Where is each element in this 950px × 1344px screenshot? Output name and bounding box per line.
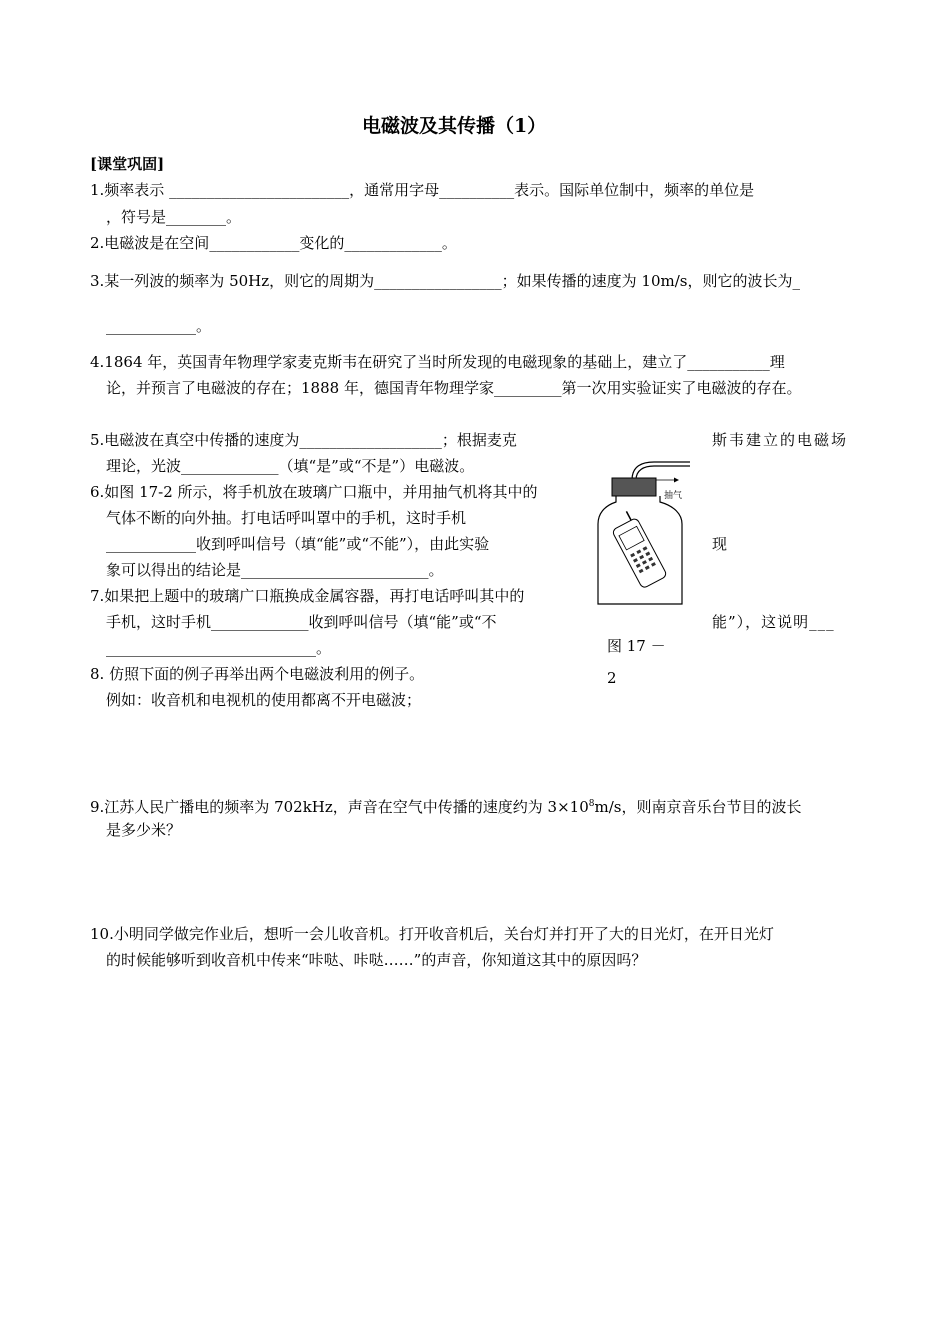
- q2-blank-1[interactable]: ____________: [209, 234, 300, 252]
- q3-text-b: ；如果传播的速度为 10m/s，则它的波长为_: [501, 272, 800, 290]
- q4-text-a: 4.1864 年，英国青年物理学家麦克斯韦在研究了当时所发现的电磁现象的基础上，建立了: [90, 353, 688, 371]
- question-5-line-1: [90, 430, 517, 450]
- question-2: [90, 233, 457, 253]
- q2-blank-2[interactable]: _____________: [344, 234, 442, 252]
- question-10-line-2: 的时候能够听到收音机中传来“咔哒、咔哒……”的声音，你知道这其中的原因吗？: [106, 951, 647, 969]
- q5-text-a: 5.电磁波在真空中传播的速度为: [90, 431, 300, 449]
- q7-blank-1[interactable]: _____________: [211, 613, 309, 631]
- q1-text-c: 表示。国际单位制中，频率的单位是: [514, 181, 755, 199]
- figure-caption-b: 2: [607, 669, 617, 687]
- question-3-line-1: [90, 271, 800, 291]
- q2-text-a: 2.电磁波是在空间: [90, 234, 210, 252]
- question-5-right: 斯韦建立的电磁场: [712, 431, 849, 449]
- question-7-right: 能”），这说明___: [712, 613, 835, 631]
- q9-text-b: m/s，则南京音乐台节目的波长: [594, 798, 802, 816]
- q1-text-b: ，通常用字母: [349, 181, 440, 199]
- q7-text-b: 手机，这时手机: [106, 613, 212, 631]
- q2-text-b: 变化的: [299, 234, 345, 252]
- q7-text-c: 收到呼叫信号（填“能”或“不: [308, 613, 497, 631]
- question-7-line-3: [106, 638, 331, 658]
- q1-text-d: ，符号是: [106, 208, 167, 226]
- q3-text-a: 3.某一列波的频率为 50Hz，则它的周期为: [90, 272, 375, 290]
- q6-text-e: 象可以得出的结论是: [106, 561, 242, 579]
- question-1-line-2: [106, 207, 241, 227]
- arrow-label: 抽气: [664, 491, 683, 501]
- q1-text-a: 1.频率表示: [90, 181, 165, 199]
- q1-blank-3[interactable]: ________: [166, 208, 227, 226]
- q4-blank-2[interactable]: _________: [493, 379, 562, 397]
- question-6-line-1: 6.如图 17-2 所示，将手机放在玻璃广口瓶中，并用抽气机将其中的: [90, 483, 538, 501]
- page-title: 电磁波及其传播（1）: [362, 115, 547, 137]
- question-9-line-1: [90, 794, 801, 817]
- q5-text-d: 理论，光波: [106, 457, 182, 475]
- q3-text-c: 。: [196, 317, 212, 335]
- figure-caption-a: 图 17 －: [607, 637, 666, 655]
- question-10-line-1: 10.小明同学做完作业后，想听一会儿收音机。打开收音机后，关台灯并打开了大的日光灯，在开日光灯: [90, 925, 774, 943]
- q6-blank-1[interactable]: ____________: [106, 535, 196, 553]
- q9-text-a: 9.江苏人民广播电的频率为 702kHz，声音在空气中传播的速度约为 3×10: [90, 798, 589, 816]
- question-8-line-2: 例如：收音机和电视机的使用都离不开电磁波；: [106, 691, 422, 709]
- q4-text-d: 第一次用实验证实了电磁波的存在。: [561, 379, 802, 397]
- stopper-icon: [612, 478, 656, 496]
- question-1-line-1: [90, 180, 754, 200]
- question-4-line-1: [90, 352, 785, 372]
- q7-blank-2[interactable]: ____________________________: [106, 639, 316, 657]
- q5-blank-1[interactable]: ___________________: [299, 431, 442, 449]
- q7-text-e: 。: [316, 639, 332, 657]
- q2-text-c: 。: [441, 234, 457, 252]
- q3-blank-1[interactable]: _________________: [374, 272, 502, 290]
- q9-exponent: 8: [588, 799, 595, 809]
- vacuum-tube: [632, 462, 690, 480]
- q3-blank-2[interactable]: ____________: [106, 317, 196, 335]
- figure-bottle-phone: [594, 458, 704, 608]
- question-7-line-1: 7.如果把上题中的玻璃广口瓶换成金属容器，再打电话呼叫其中的: [90, 587, 525, 605]
- question-6-line-4: [106, 560, 444, 580]
- question-6-line-2: 气体不断的向外抽。打电话呼叫罩中的手机，这时手机: [106, 509, 467, 527]
- question-6-right: 现: [712, 535, 728, 553]
- q4-text-c: 论，并预言了电磁波的存在；1888 年，德国青年物理学家: [106, 379, 494, 397]
- q1-blank-1[interactable]: ________________________: [169, 181, 350, 199]
- question-6-line-3: [106, 534, 489, 554]
- q6-text-c: 收到呼叫信号（填“能”或“不能”），由此实验: [196, 535, 490, 553]
- q1-text-e: 。: [226, 208, 242, 226]
- question-7-line-2: [106, 612, 497, 632]
- q5-blank-2[interactable]: _____________: [181, 457, 279, 475]
- phone-icon: [607, 509, 667, 589]
- q4-text-b: 理: [769, 353, 785, 371]
- question-8-line-1: 8. 仿照下面的例子再举出两个电磁波利用的例子。: [90, 665, 425, 683]
- question-5-line-2: [106, 456, 474, 476]
- q5-text-b: ；根据麦克: [441, 431, 517, 449]
- section-header: [课堂巩固]: [90, 155, 165, 173]
- q6-blank-2[interactable]: _________________________: [241, 561, 429, 579]
- q6-text-f: 。: [428, 561, 444, 579]
- q1-blank-2[interactable]: __________: [439, 181, 515, 199]
- question-9-line-2: 是多少米？: [106, 821, 182, 839]
- q4-blank-1[interactable]: ___________: [687, 353, 770, 371]
- question-3-line-2: [106, 316, 211, 336]
- question-4-line-2: [106, 378, 801, 398]
- q5-text-e: （填“是”或“不是”）电磁波。: [278, 457, 475, 475]
